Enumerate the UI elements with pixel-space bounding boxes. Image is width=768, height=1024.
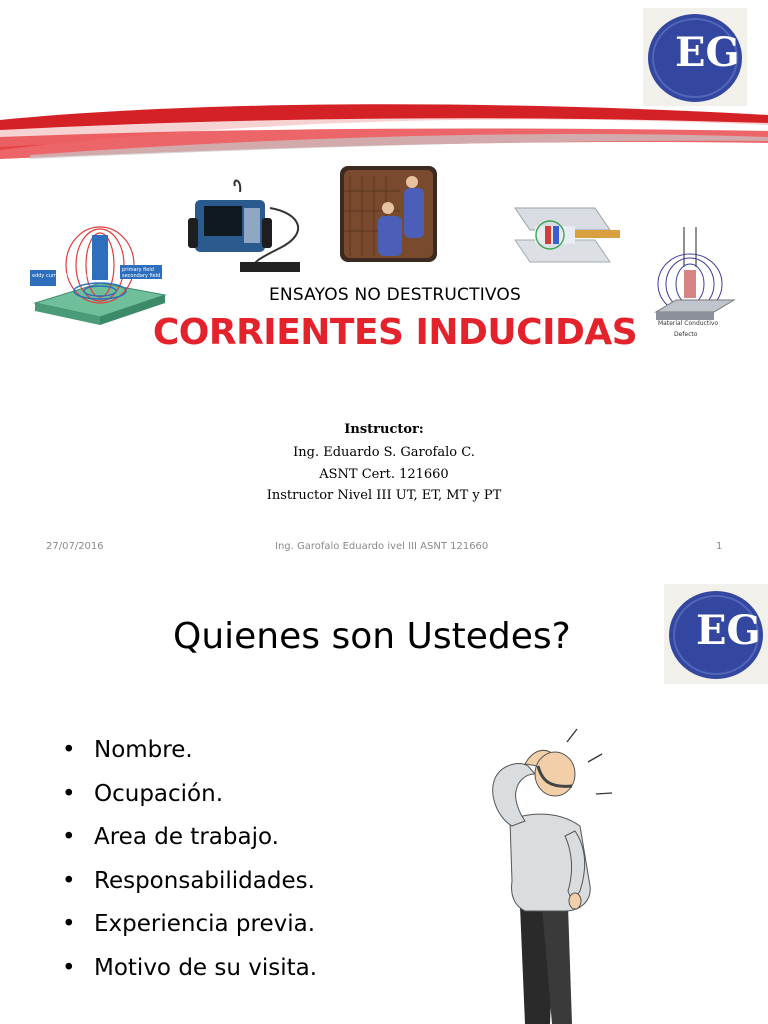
label-secondary-field: secondary field [122,273,161,279]
header-swoosh [0,95,768,165]
instructor-label: Instructor: [344,422,424,437]
footer-page-number: 1 [716,541,723,552]
list-item: • Area de trabajo. [62,824,279,850]
slide-2 [0,576,768,1024]
technicians-photo [340,166,437,262]
eddy-current-instrument-image [180,178,325,280]
slide2-title: Quienes son Ustedes? [173,616,571,657]
logo-letters-slide2: EG [696,607,761,654]
label-eddy-field: eddy current field lines [32,273,90,279]
logo-letters: EG [675,29,740,76]
instructor-cert: ASNT Cert. 121660 [319,467,449,482]
slide1-title: CORRIENTES INDUCIDAS [152,312,638,353]
slide1-subtitle: ENSAYOS NO DESTRUCTIVOS [268,285,522,305]
instructor-level: Instructor Nivel III UT, ET, MT y PT [266,488,502,503]
probe-in-tube-diagram [505,190,625,272]
instructor-name: Ing. Eduardo S. Garofalo C. [293,445,475,460]
list-item: • Ocupación. [62,780,224,807]
footer-author: Ing. Garofalo Eduardo ivel III ASNT 121660 [275,541,489,552]
list-item: • Responsabilidades. [62,867,315,894]
label-defect: Defecto [674,331,698,338]
list-item: • Motivo de su visita. [62,954,318,981]
list-item: • Nombre. [62,737,193,763]
list-item: • Experiencia previa. [62,911,316,937]
eg-logo-slide2 [664,584,768,684]
thinking-man-illustration [480,726,620,1024]
label-primary-field: primary field [122,267,154,273]
footer-date: 27/07/2016 [46,541,104,552]
eg-logo [643,8,747,106]
label-material: Material Conductivo [658,320,719,327]
bullet-list [62,729,317,990]
